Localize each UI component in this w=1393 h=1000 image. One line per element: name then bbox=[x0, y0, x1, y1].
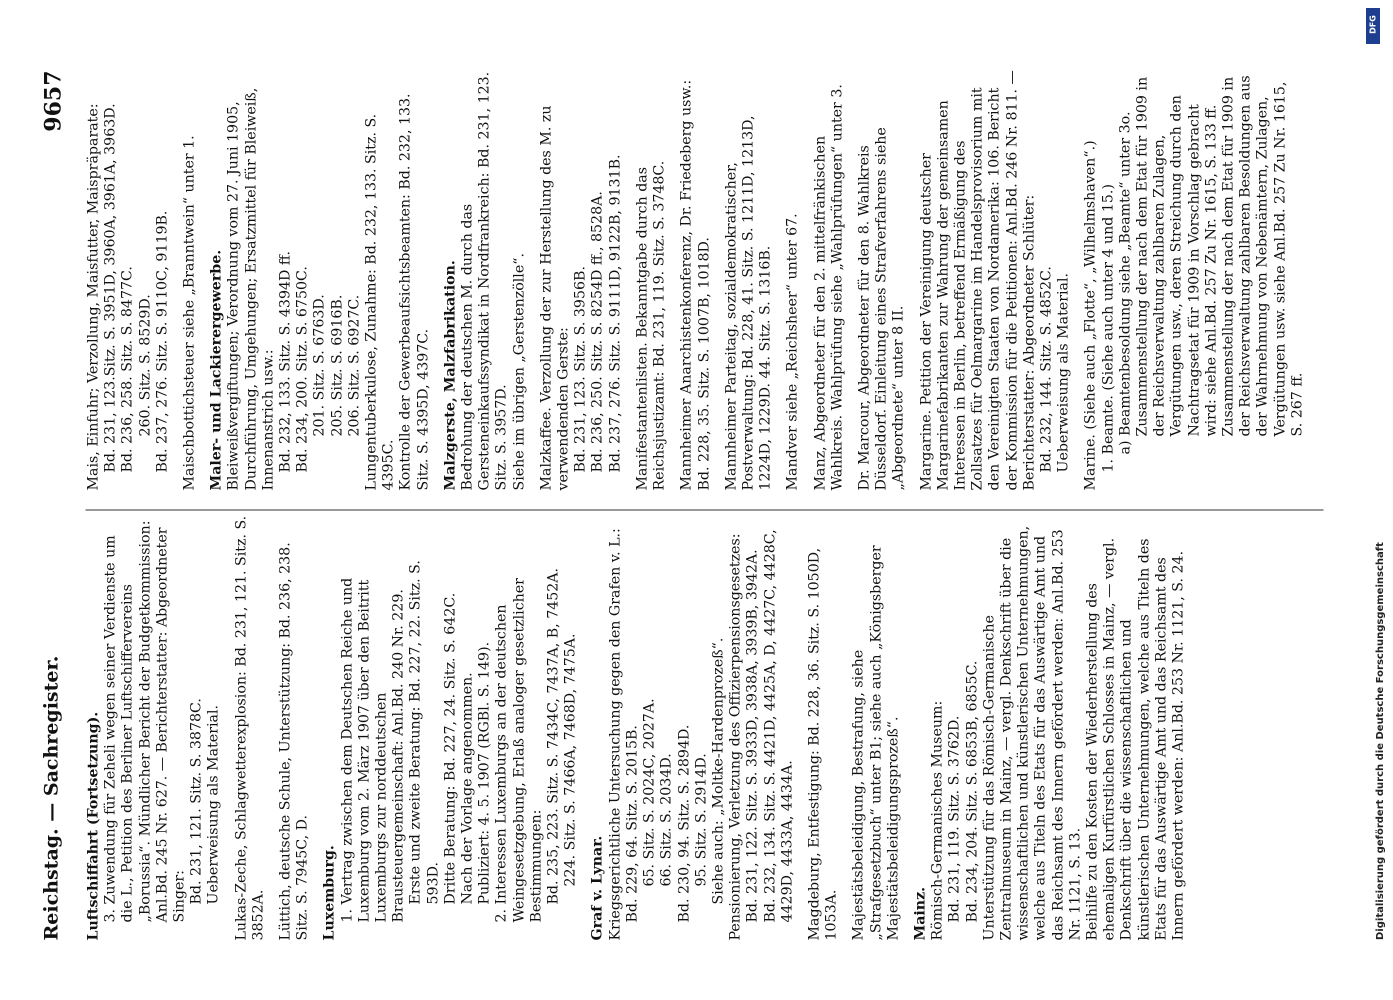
entry-line: Bd. 234, 204. Sitz. S. 6853B, 6855C. bbox=[963, 660, 980, 922]
entry-line: Bd. 231, 121. Sitz. S. 3878C. bbox=[188, 697, 205, 904]
entry-line: Malzgerste, Malzfabrikation. bbox=[441, 259, 458, 490]
register-entry bbox=[634, 65, 668, 490]
register-entry bbox=[277, 515, 311, 940]
header-title: Reichstag. — Sachregister. bbox=[40, 655, 62, 940]
column-divider bbox=[85, 509, 1323, 510]
entry-line: a) Beamtenbesoldung siehe „Beamte“ unter 3o. bbox=[1116, 111, 1133, 454]
entry-line: Bd. 231, 122. Sitz. S. 3933D, 3938A, 3939B, 3942A. bbox=[744, 548, 761, 922]
entry-line: 1. Beamte. (Siehe auch unter 4 und 15.) bbox=[1099, 183, 1116, 472]
entry-line: Kontrolle der Gewerbeaufsichtsbeamten: Bd. 232, 133. Sitz. S. 4395D, 4397C. bbox=[397, 88, 431, 490]
page-header bbox=[40, 70, 70, 940]
entry-line: Bd. 231, 123.Sitz. S. 3951D, 3960A, 3961A, 3963D. bbox=[102, 102, 119, 472]
register-entry bbox=[208, 65, 432, 490]
entry-line: Bd. 237, 276. Sitz. S. 9111D, 9122B, 9131B. bbox=[606, 154, 623, 472]
register-entry bbox=[442, 65, 528, 490]
register-entry bbox=[85, 515, 223, 940]
register-entry bbox=[806, 515, 840, 940]
entry-line: 1. Vertrag zwischen dem Deutschen Reiche und Luxemburg vom 2. März 1907 über den Beitritt Luxemburgs zur norddeutschen Brausteuergemeinschaft: Anl.Bd. 240 Nr. 229. bbox=[338, 572, 407, 922]
entry-line: Beihilfe zu den Kosten der Wiederherstellung des ehemaligen Kurfürstlichen Schlosses in Mainz, — vergl. Denkschrift über die wissenschaftlichen und künstlerischen Unternehmungen, welche aus Titeln des Etats für das Auswärtige Amt und das Reichsamt des Innern gefördert werden: Anl.Bd. 253 Nr. 1121, S. 24. bbox=[1083, 532, 1186, 940]
entry-line: Zusammenstellung der nach dem Etat für 1909 in der Reichsverwaltung zahlbaren Zulagen, Vergütungen usw., deren Streichung durch den Nachtragsetat für 1909 in Vorschlag gebracht wird: siehe Anl.Bd. 257 Zu Nr. 1615, S. 133 ff. bbox=[1133, 71, 1219, 436]
page-number: 9657 bbox=[40, 70, 66, 132]
entry-line: Maischbottichsteuer siehe „Branntwein“ unter 1. bbox=[181, 134, 198, 490]
entry-line: Mannheimer Parteitag, sozialdemokratischer, Postverwaltung: Bd. 228, 41. Sitz. S. 1211D, 1213D, 1224D, 1229D. 44. Sitz. S. 1316B. bbox=[722, 110, 774, 490]
entry-line: Unterstützung für das Römisch-Germanische Zentralmuseum in Mainz, — vergl. Denkschrift über die wissenschaftlichen und künstlerischen Unternehmungen, welche aus Titeln des Etats für das Auswärtige Amt und das Reichsamt des Innern gefördert werden: Anl.Bd. 253 Nr. 1121, S. 13. bbox=[980, 520, 1083, 940]
register-entry bbox=[589, 515, 795, 940]
entry-line: Bd. 229, 64. Sitz. S. 2015B. bbox=[623, 724, 640, 922]
entry-line: Luxemburg. bbox=[321, 844, 338, 940]
entry-line: Mainz. bbox=[911, 886, 928, 940]
register-entry bbox=[784, 65, 801, 490]
entry-line: Bd. 232, 134. Sitz. S. 4421D, 4425A, D, 4427C, 4428C, 4429D, 4433A, 4434A. bbox=[761, 524, 795, 922]
register-entry bbox=[181, 65, 198, 490]
dfg-logo bbox=[1366, 8, 1380, 44]
register-entry bbox=[850, 515, 902, 940]
entry-line: 201. Sitz. S. 6763D. bbox=[311, 293, 328, 436]
entry-line: 3. Zuwendung für Zeheli wegen seiner Verdienste um die L., Petition des Berliner Luftschiffervereins „Borussia“. Mündlicher Bericht der Budgetkommission: Anl.Bd. 245 Nr. 627. — Berichterstatter: Abgeordneter Singer: bbox=[102, 515, 188, 922]
entry-line: Mandver siehe „Reichsheer“ unter 67. bbox=[784, 212, 801, 490]
entry-line: Pensionierung, Verletzung des Offizierpensionsgesetzes: bbox=[727, 532, 744, 940]
register-entry bbox=[812, 65, 846, 490]
entry-line: Dr. Marcour, Abgeordneter für den 8. Wahlkreis Düsseldorf. Einleitung eines Strafverfahrens siehe „Abgeordnete“ unter 8 II. bbox=[855, 122, 907, 490]
entry-line: Bd. 236, 250. Sitz. S. 8254D ff., 8528A. bbox=[589, 190, 606, 472]
entry-line: Dritte Beratung: Bd. 227, 24. Sitz. S. 642C. bbox=[441, 592, 458, 904]
entry-line: Manifestantenlisten. Bekanntgabe durch das Reichsjustizamt: Bd. 231, 119. Sitz. S. 3748C. bbox=[633, 160, 668, 490]
entry-line: Manz, Abgeordneter für den 2. mittelfränkischen Wahlkreis. Wahlprüfung siehe „Wahlprüfungen“ unter 3. bbox=[811, 83, 845, 490]
entry-line: Mannheimer Anarchistenkonferenz, Dr. Friedeberg usw.: Bd. 228, 35. Sitz. S. 1007B, 1018D. bbox=[678, 74, 712, 490]
entry-line: 66. Sitz. S. 2034D. bbox=[658, 752, 675, 886]
entry-line: Publiziert: 4. 5. 1907 (RGBl. S. 149). bbox=[476, 641, 493, 904]
entry-line: Luftschiffahrt (Fortsetzung). bbox=[85, 711, 101, 940]
register-entry bbox=[538, 65, 624, 490]
entry-line: Zusammenstellung der nach dem Etat für 1909 in der Reichsverwaltung zahlbaren Besoldungen aus der Wahrnehmung von Nebenämtern, Zulagen, Vergütungen usw. siehe Anl.Bd. 257 Zu Nr. 1615, S. 267 ff. bbox=[1219, 70, 1305, 436]
left-column bbox=[85, 510, 1197, 940]
entry-line: Graf v. Lynar. bbox=[589, 835, 606, 940]
entry-line: 2. Interessen Luxemburgs an der deutschen Weingesetzgebung, Erlaß analoger gesetzlicher Bestimmungen: bbox=[493, 573, 544, 922]
entry-line: Römisch-Germanisches Museum: bbox=[929, 700, 946, 940]
register-entry bbox=[232, 510, 267, 940]
entry-line: Margarine. Petition der Vereinigung deutscher Margarinefabrikanten zur Wahrung der gemeinsamen Interessen in Berlin, betreffend Ermäßigung des Zollsatzes für Oelmargarine im Handelsprovisorium mit den Vereinigten Staaten von Nordamerika: 106. Bericht der Kommission für die Petitionen: Anl.Bd. 246 Nr. 811. — Berichterstatter: Abgeordneter Schlüter: bbox=[917, 65, 1037, 490]
entry-line: Marine. (Siehe auch „Flotte“, „Wilhelmshaven“.) bbox=[1082, 139, 1099, 490]
register-entry bbox=[918, 65, 1073, 490]
entry-line: Lungentuberkulose, Zunahme: Bd. 232, 133. Sitz. S. 4395C. bbox=[363, 108, 397, 490]
entry-line: Majestätsbeleidigung, Bestrafung, siehe „Strafgesetzbuch“ unter B1; siehe auch „Königsberger Majestätsbeleidigungsprozeß“. bbox=[850, 540, 901, 940]
register-entry bbox=[85, 65, 171, 490]
entry-line: Erste und zweite Beratung: Bd. 227, 22. Sitz. S. 593D. bbox=[407, 555, 441, 904]
entry-line: Siehe im übrigen „Gerstenzölle“. bbox=[510, 252, 527, 490]
entry-line: Ueberweisung als Material. bbox=[205, 704, 222, 904]
entry-line: Lukas-Zeche, Schlagwetterexplosion: Bd. 231, 121. Sitz. S. 3852A. bbox=[232, 510, 266, 940]
dfg-logo-text: DFG bbox=[1368, 15, 1378, 34]
entry-line: Bleiweißvergiftungen; Verordnung vom 27. Juni 1905, Durchführung, Umgehungen; Ersatzmittel für Bleiweiß, Innenanstrich usw.: bbox=[225, 82, 276, 490]
entry-line: Mais, Einfuhr; Verzollung, Maisfutter, Maispräparate: bbox=[85, 102, 101, 490]
entry-line: Magdeburg, Entfestigung: Bd. 228, 36. Sitz. S. 1050D, 1053A. bbox=[805, 542, 840, 940]
register-entry bbox=[912, 515, 1187, 940]
digitization-note-text: Digitalisierung gefördert durch die Deutsche Forschungsgemeinschaft bbox=[1375, 542, 1386, 940]
entry-line: 260. Sitz. S. 8529D. bbox=[136, 293, 153, 436]
entry-line: Bd. 230, 94. Sitz. S. 2894D. bbox=[675, 724, 692, 922]
digitization-note bbox=[1361, 40, 1386, 940]
entry-line: Ueberweisung als Material. bbox=[1055, 272, 1072, 472]
register-entry bbox=[678, 65, 712, 490]
entry-line: 95. Sitz. S. 2914D. bbox=[692, 752, 709, 886]
entry-line: Nach der Vorlage angenommen. bbox=[459, 671, 476, 904]
right-column bbox=[85, 65, 1316, 490]
register-entry bbox=[321, 515, 579, 940]
register-entry bbox=[1082, 65, 1306, 490]
entry-line: 205. Sitz. S. 6916B. bbox=[328, 294, 345, 436]
entry-line: Bd. 232, 133. Sitz. S. 4394D ff. bbox=[277, 250, 294, 472]
entry-line: Maler- und Lackierergewerbe. bbox=[208, 249, 225, 490]
entry-line: Bd. 232, 144. Sitz. S. 4852C. bbox=[1037, 265, 1054, 472]
entry-line: Kriegsgerichtliche Untersuchung gegen den Grafen v. L.: bbox=[606, 527, 623, 940]
register-entry bbox=[723, 65, 775, 490]
entry-line: Bd. 231, 119. Sitz. S. 3762D. bbox=[946, 715, 963, 922]
entry-line: Bd. 234, 200. Sitz. S. 6750C. bbox=[294, 265, 311, 472]
entry-line: Siehe auch: „Moltke-Hardenprozeß“. bbox=[709, 637, 726, 904]
entry-line: Bd. 235, 223. Sitz. S. 7434C, 7437A, B, 7452A. bbox=[545, 567, 562, 904]
entry-line: Bedrohung der deutschen M. durch das Gersteneinkaufssyndikat in Nordfrankreich: Bd. 231, 123. Sitz. S. 3957D. bbox=[459, 66, 510, 490]
entry-line: Bd. 231, 123. Sitz. S. 3956B. bbox=[572, 265, 589, 472]
entry-line: 65. Sitz. S. 2024C, 2027A. bbox=[641, 697, 658, 886]
entry-line: Malzkaffee. Verzollung der zur Herstellung des M. zu verwendenden Gerste: bbox=[537, 100, 572, 490]
entry-line: 206. Sitz. S. 6927C. bbox=[345, 294, 362, 436]
entry-line: Bd. 237, 276. Sitz. S. 9110C, 9119B. bbox=[153, 210, 170, 472]
entry-line: Bd. 236, 258. Sitz. S. 8477C. bbox=[119, 265, 136, 472]
entry-line: Lüttich, deutsche Schule, Unterstützung: Bd. 236, 238. Sitz. S. 7945C, D. bbox=[277, 537, 311, 940]
register-entry bbox=[856, 65, 908, 490]
entry-line: 224. Sitz. S. 7466A, 7468D, 7475A. bbox=[562, 632, 579, 886]
